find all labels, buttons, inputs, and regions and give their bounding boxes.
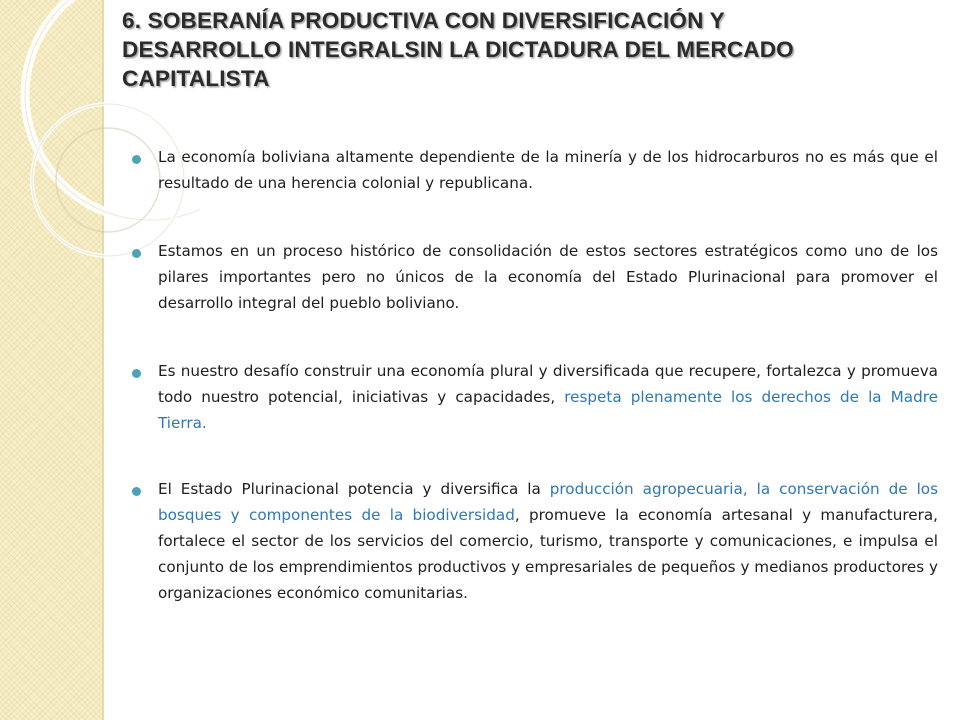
- bullet-dot-icon: [132, 249, 141, 258]
- bullet-list: [132, 144, 938, 644]
- bullet-item: [132, 358, 938, 436]
- bullet-item: [132, 144, 938, 196]
- bullet-dot-icon: [132, 155, 141, 164]
- bullet-text: La economía boliviana altamente dependiente de la minería y de los hidrocarburos no es más que el resultado de una herencia colonial y republicana.: [158, 148, 938, 192]
- bullet-item: [132, 476, 938, 606]
- bullet-item: [132, 238, 938, 316]
- bullet-text: El Estado Plurinacional potencia y diversifica la: [158, 480, 550, 498]
- slide-title: 6. SOBERANÍA PRODUCTIVA CON DIVERSIFICACIÓN Y DESARROLLO INTEGRALSIN LA DICTADURA DEL MERCADO CAPITALISTA: [122, 8, 794, 91]
- bullet-text-tail: , promueve la economía artesanal y manufacturera, fortalece el sector de los servicios del comercio, turismo, transporte y comunicaciones, e impulsa el conjunto de los emprendimientos productivos y empresariales de pequeños y medianos productores y organizaciones económico comunitarias.: [158, 506, 938, 602]
- bullet-dot-icon: [132, 487, 141, 496]
- bullet-text: Estamos en un proceso histórico de consolidación de estos sectores estratégicos como uno de los pilares importantes pero no únicos de la economía del Estado Plurinacional para promover el desarrollo integral del pueblo boliviano.: [158, 242, 938, 312]
- highlighted-text: producción agropecuaria, la conservación de los bosques y componentes de la biodiversidad: [158, 480, 939, 524]
- bullet-text: Es nuestro desafío construir una economía plural y diversificada que recupere, fortalezca y promueva todo nuestro potencial, iniciativas y capacidades,: [158, 362, 938, 406]
- highlighted-text: respeta plenamente los derechos de la Madre Tierra.: [158, 388, 938, 432]
- bullet-dot-icon: [132, 369, 141, 378]
